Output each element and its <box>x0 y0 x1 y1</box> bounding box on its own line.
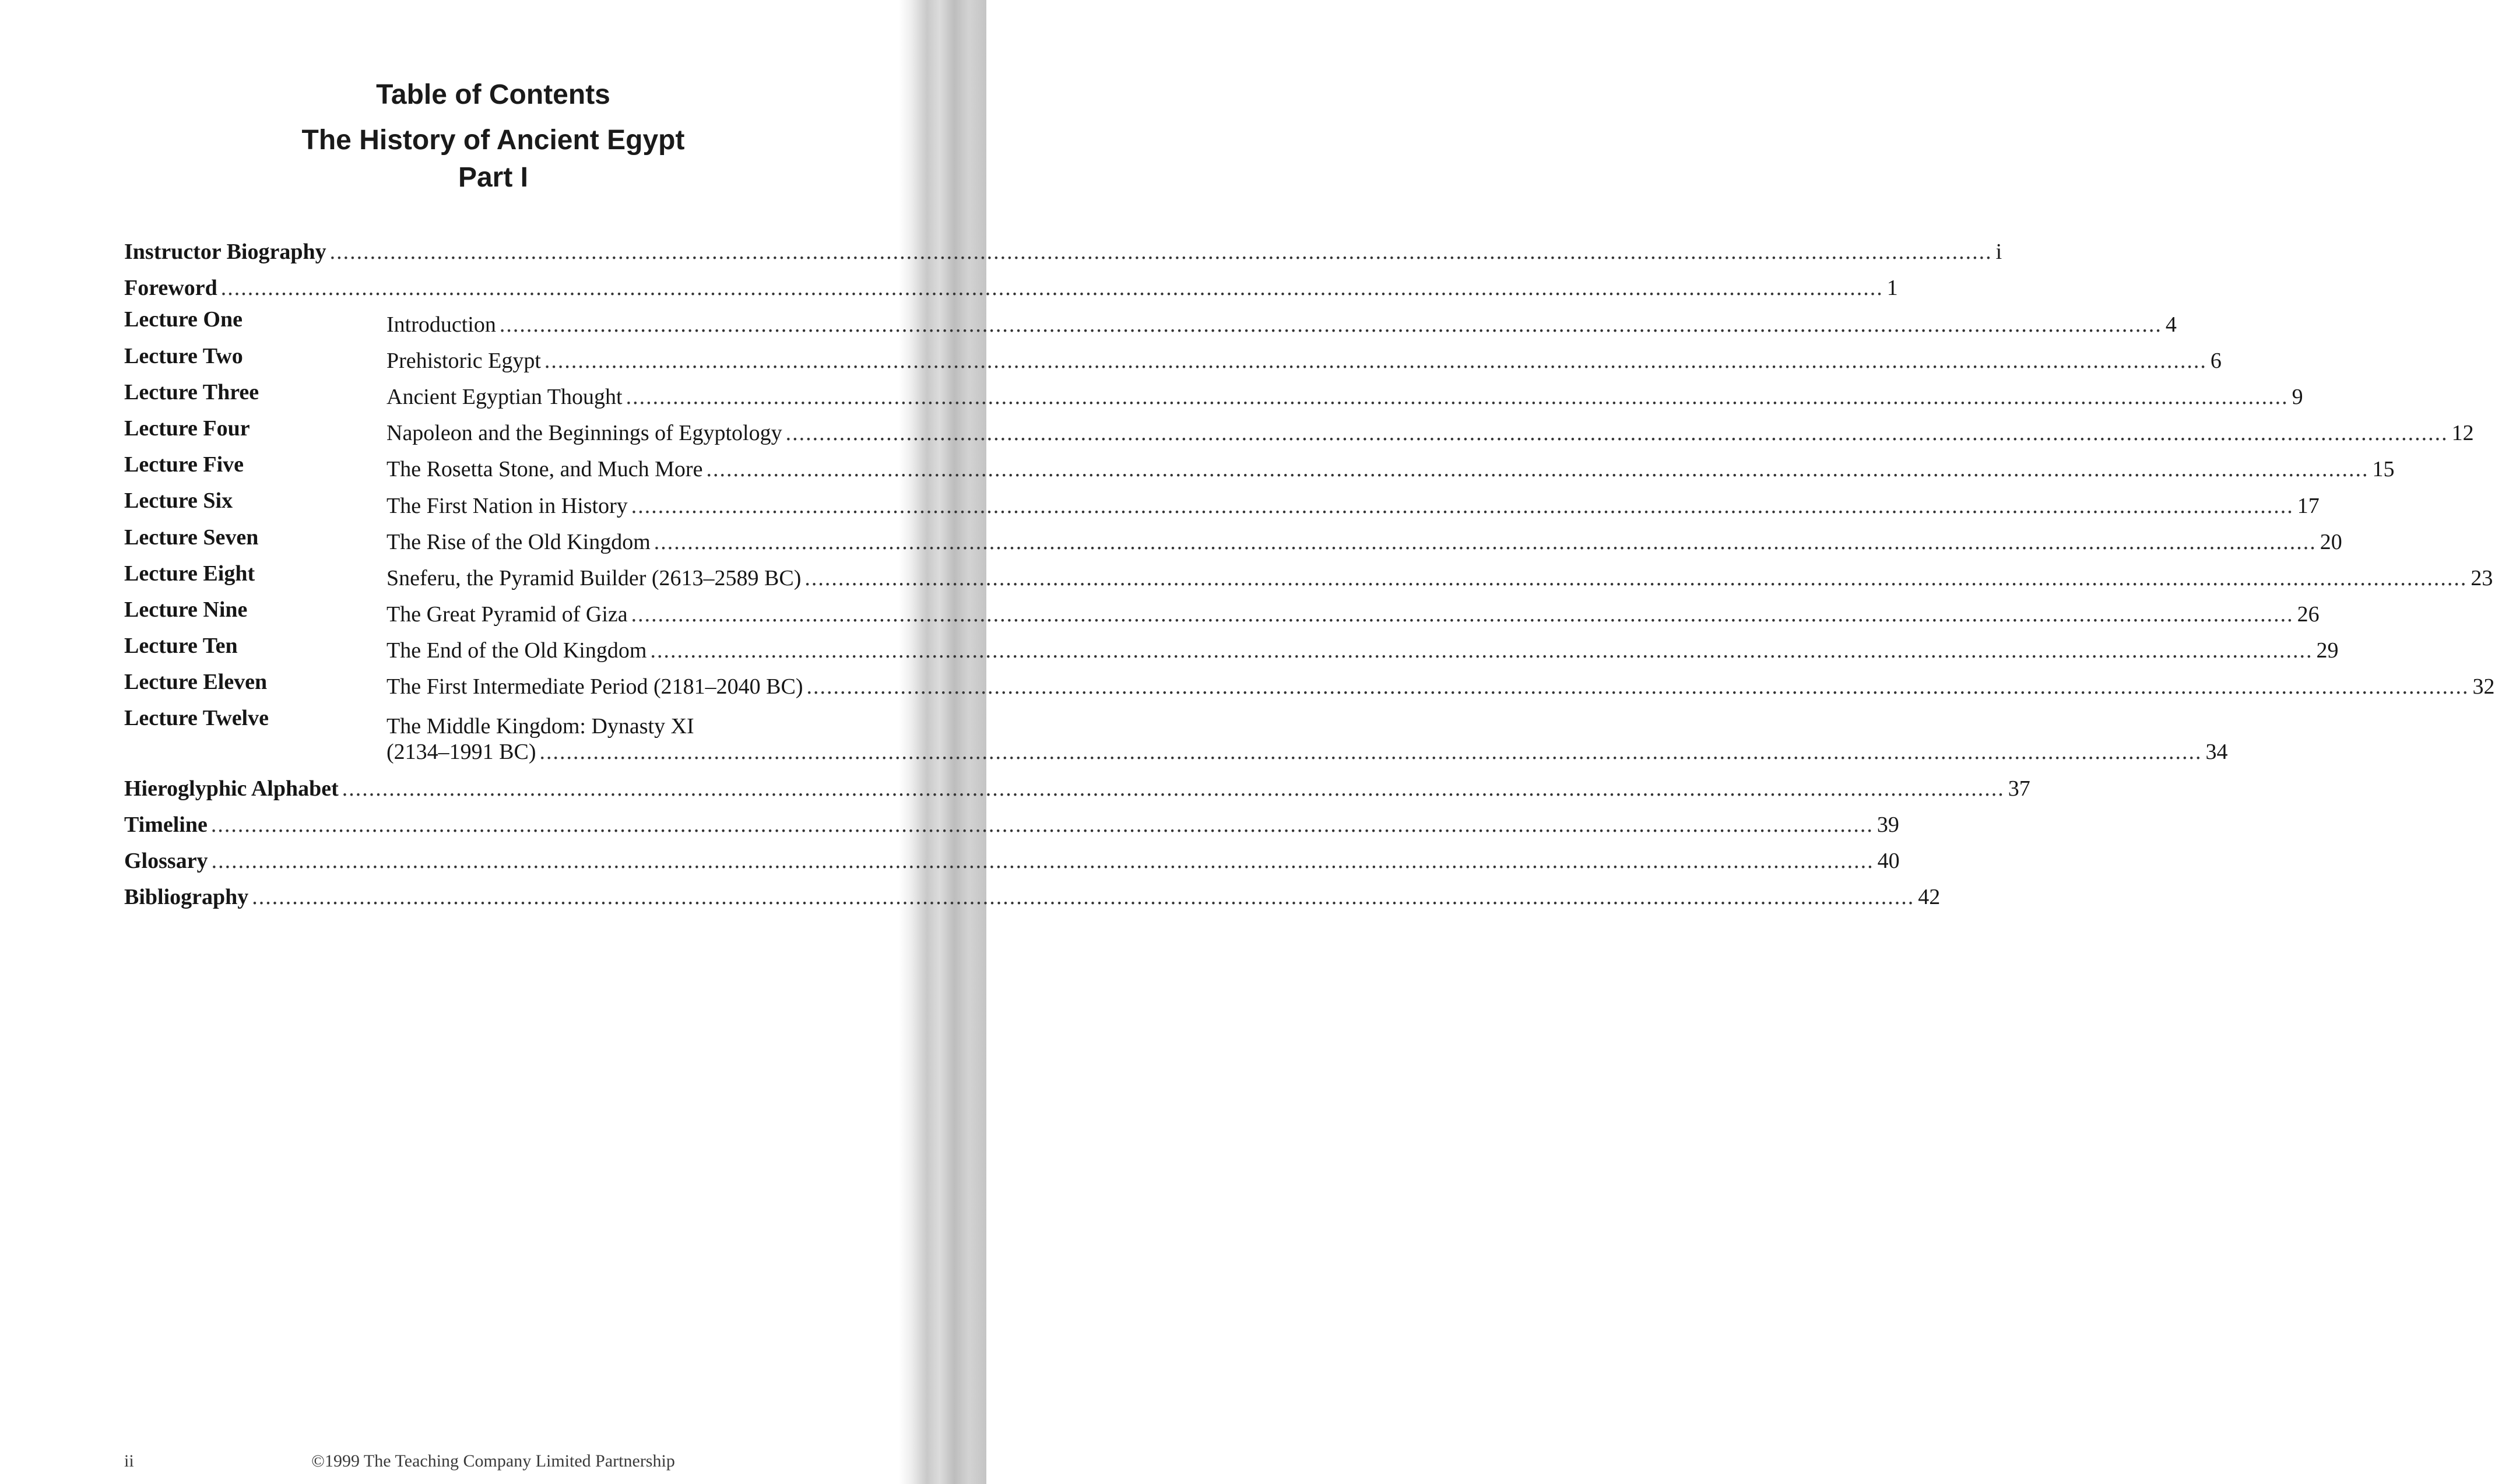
toc-entry-lecture-8[interactable] <box>124 555 2493 591</box>
toc-entry-lecture-6[interactable] <box>124 482 2320 518</box>
lecture-label: Lecture Seven <box>124 525 259 550</box>
toc-entry-page: 37 <box>2008 776 2030 801</box>
toc-entry-timeline[interactable] <box>124 801 1899 838</box>
lecture-title: The First Intermediate Period (2181–2040 BC) <box>386 674 803 699</box>
dot-leader <box>650 638 2313 663</box>
lecture-label: Lecture Ten <box>124 634 238 659</box>
toc-entry-lecture-10[interactable] <box>124 627 2339 663</box>
dot-leader <box>212 848 1874 874</box>
lecture-page: 29 <box>2316 638 2339 663</box>
dot-leader <box>654 529 2317 555</box>
lecture-title: The Rise of the Old Kingdom <box>386 529 651 554</box>
dot-leader <box>252 884 1914 910</box>
toc-entry-label: Glossary <box>124 849 208 873</box>
lecture-page: 12 <box>2451 421 2474 446</box>
lecture-title: The Middle Kingdom: Dynasty XI <box>386 714 694 739</box>
toc-entry-lecture-5[interactable] <box>124 446 2395 482</box>
toc-entry-page: 40 <box>1877 849 1900 873</box>
lecture-title: The Great Pyramid of Giza <box>386 602 628 627</box>
lecture-title: Napoleon and the Beginnings of Egyptology <box>386 421 782 446</box>
lecture-title: Ancient Egyptian Thought <box>386 384 623 409</box>
lecture-label: Lecture Twelve <box>124 706 269 731</box>
copyright-notice: ©1999 The Teaching Company Limited Partnership <box>311 1451 675 1471</box>
dot-leader <box>626 384 2289 410</box>
lecture-title: Sneferu, the Pyramid Builder (2613–2589 BC) <box>386 565 802 590</box>
lecture-title: The End of the Old Kingdom <box>386 638 647 663</box>
lecture-page: 15 <box>2372 457 2395 482</box>
dot-leader <box>221 275 1883 301</box>
dot-leader <box>631 493 2294 519</box>
lecture-title: Introduction <box>386 312 496 337</box>
lecture-label: Lecture Six <box>124 488 233 514</box>
lecture-label: Lecture Eleven <box>124 670 268 695</box>
toc-entry-bibliography[interactable] <box>124 874 1941 910</box>
toc-heading: Table of Contents <box>376 79 610 110</box>
toc-entry-lecture-9[interactable] <box>124 591 2320 627</box>
lecture-title: The Rosetta Stone, and Much More <box>386 457 703 482</box>
toc-entry-lecture-2[interactable] <box>124 337 2222 374</box>
toc-entry-lecture-4[interactable] <box>124 410 2474 446</box>
dot-leader <box>804 565 2467 591</box>
dot-leader <box>500 312 2162 337</box>
lecture-title: The First Nation in History <box>386 493 628 518</box>
toc-entry-lecture-12[interactable] <box>124 699 2228 765</box>
dot-leader <box>544 348 2207 374</box>
toc-entry-lecture-3[interactable] <box>124 374 2303 410</box>
lecture-page: 34 <box>2205 740 2228 765</box>
lecture-page: 32 <box>2472 674 2495 699</box>
toc-entry-instructor-biography[interactable] <box>124 228 2002 265</box>
dot-leader <box>786 420 2448 446</box>
page-number: ii <box>124 1451 134 1471</box>
dot-leader <box>807 674 2469 699</box>
toc-entry-label: Foreword <box>124 276 217 301</box>
toc-entry-page: 42 <box>1918 885 1941 910</box>
dot-leader <box>211 812 1874 838</box>
lecture-label: Lecture Three <box>124 379 259 405</box>
toc-entry-glossary[interactable] <box>124 838 1900 874</box>
lecture-page: 6 <box>2210 348 2222 373</box>
lecture-label: Lecture Nine <box>124 597 248 622</box>
toc-entry-lecture-7[interactable] <box>124 519 2342 555</box>
lecture-label: Lecture Eight <box>124 561 255 586</box>
toc-entry-lecture-11[interactable] <box>124 663 2495 699</box>
dot-leader <box>540 739 2202 765</box>
lecture-title: Prehistoric Egypt <box>386 348 541 373</box>
toc-entry-label: Hieroglyphic Alphabet <box>124 776 339 801</box>
toc-entry-label: Timeline <box>124 812 208 837</box>
dot-leader <box>631 602 2294 627</box>
lecture-page: 9 <box>2292 384 2303 409</box>
lecture-page: 23 <box>2471 565 2493 590</box>
lecture-page: 4 <box>2165 312 2177 337</box>
table-of-contents <box>124 228 2495 910</box>
toc-entry-lecture-1[interactable] <box>124 301 2177 337</box>
lecture-page: 20 <box>2320 529 2342 554</box>
toc-entry-page: 39 <box>1876 812 1899 837</box>
toc-entry-hieroglyphic-alphabet[interactable] <box>124 765 2030 801</box>
toc-entry-page: i <box>1995 240 2002 265</box>
dot-leader <box>706 456 2369 482</box>
toc-entry-page: 1 <box>1886 276 1898 301</box>
lecture-page: 17 <box>2297 493 2320 518</box>
course-title: The History of Ancient Egypt <box>301 125 685 156</box>
dot-leader <box>342 776 2005 801</box>
toc-entry-foreword[interactable] <box>124 265 1898 301</box>
lecture-title-continued: (2134–1991 BC) <box>386 740 536 765</box>
lecture-page: 26 <box>2297 602 2320 627</box>
dot-leader <box>330 239 1993 265</box>
lecture-label: Lecture Four <box>124 416 250 441</box>
toc-entry-label: Bibliography <box>124 885 249 910</box>
course-part: Part I <box>458 162 529 193</box>
lecture-label: Lecture One <box>124 307 243 332</box>
lecture-label: Lecture Five <box>124 452 244 477</box>
toc-entry-label: Instructor Biography <box>124 240 326 265</box>
lecture-label: Lecture Two <box>124 343 243 368</box>
